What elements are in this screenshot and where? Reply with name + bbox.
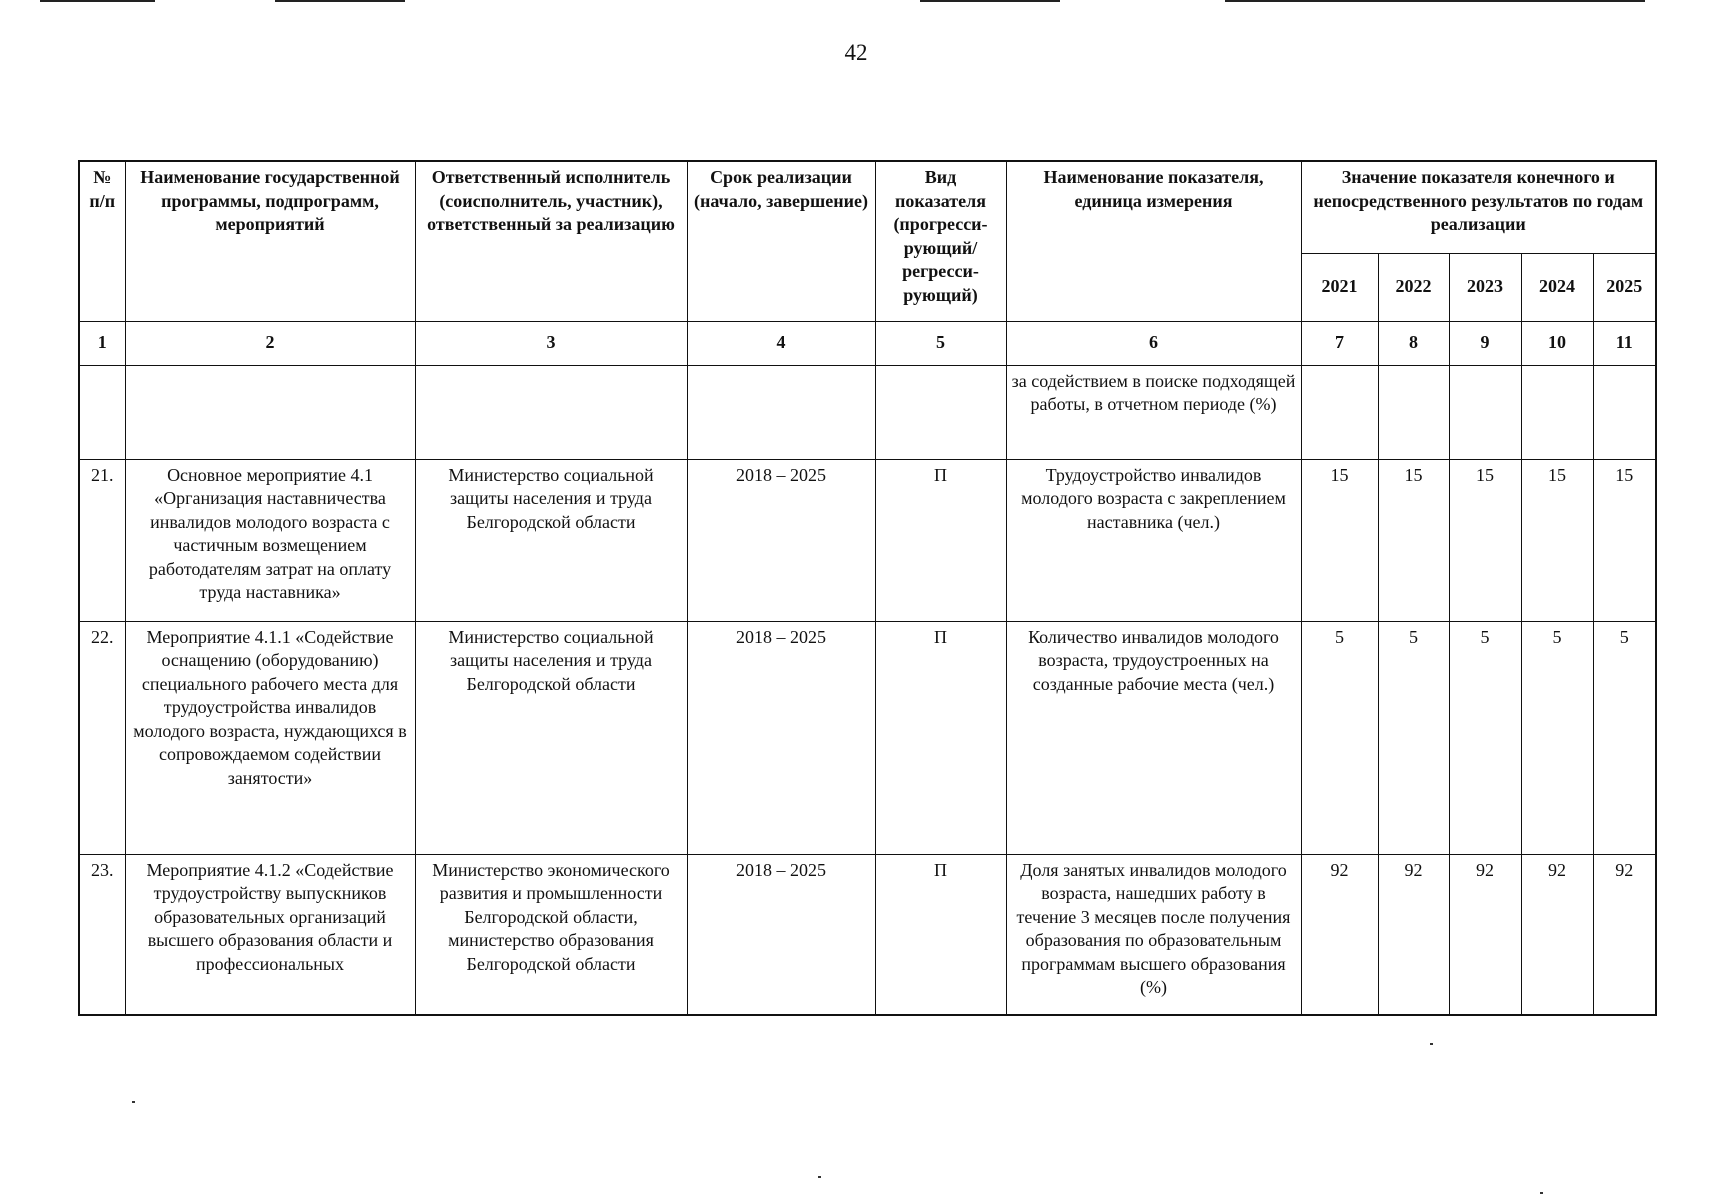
cell-executor: Министерство экономического развития и промышленности Белгородской области, министерство образования Белгородской области: [415, 854, 687, 1015]
cell-empty: [125, 365, 415, 459]
scan-edge-line: [920, 0, 1060, 2]
cell-type: П: [875, 854, 1006, 1015]
header-indicator-name: Наименование показателя, единица измерения: [1006, 161, 1301, 321]
table-row: [79, 854, 1656, 1015]
header-year: 2025: [1593, 253, 1656, 321]
scan-edge-line: [1225, 0, 1645, 2]
column-number: 2: [125, 321, 415, 365]
cell-value: 92: [1378, 854, 1449, 1015]
cell-empty: [1593, 365, 1656, 459]
scan-speck: [1430, 1043, 1433, 1045]
table-row: [79, 621, 1656, 854]
column-number: 1: [79, 321, 125, 365]
header-year: 2023: [1449, 253, 1521, 321]
cell-value: 92: [1449, 854, 1521, 1015]
header-period: Срок реализации (начало, завершение): [687, 161, 875, 321]
cell-indicator: Доля занятых инвалидов молодого возраста, нашедших работу в течение 3 месяцев после получения образования по образовательным программам высшего образования (%): [1006, 854, 1301, 1015]
header-num: № п/п: [79, 161, 125, 321]
column-number: 6: [1006, 321, 1301, 365]
program-table: [78, 160, 1657, 1016]
cell-empty: [1301, 365, 1378, 459]
scan-edge-line: [275, 0, 405, 2]
scan-speck: [818, 1176, 821, 1178]
scan-edge-line: [40, 0, 155, 2]
column-number: 5: [875, 321, 1006, 365]
header-indicator-type: Вид показателя (прогресси-рующий/ регресси-рующий): [875, 161, 1006, 321]
cell-name: Мероприятие 4.1.2 «Содействие трудоустройству выпускников образовательных организаций высшего образования области и профессиональных: [125, 854, 415, 1015]
cell-period: 2018 – 2025: [687, 459, 875, 621]
cell-empty: [875, 365, 1006, 459]
cell-empty: [1449, 365, 1521, 459]
cell-empty: [687, 365, 875, 459]
cell-value: 5: [1593, 621, 1656, 854]
cell-value: 15: [1301, 459, 1378, 621]
cell-value: 5: [1301, 621, 1378, 854]
cell-type: П: [875, 621, 1006, 854]
header-row: [79, 161, 1656, 253]
header-values-group: Значение показателя конечного и непосредственного результатов по годам реализации: [1301, 161, 1656, 253]
column-number: 3: [415, 321, 687, 365]
cell-value: 5: [1378, 621, 1449, 854]
cell-value: 92: [1521, 854, 1593, 1015]
cell-value: 15: [1593, 459, 1656, 621]
cell-value: 92: [1301, 854, 1378, 1015]
header-year: 2021: [1301, 253, 1378, 321]
column-numbers-row: [79, 321, 1656, 365]
cell-type: П: [875, 459, 1006, 621]
cell-num: 22.: [79, 621, 125, 854]
cell-empty: [415, 365, 687, 459]
header-year: 2022: [1378, 253, 1449, 321]
cell-value: 5: [1449, 621, 1521, 854]
cell-indicator: Трудоустройство инвалидов молодого возраста с закреплением наставника (чел.): [1006, 459, 1301, 621]
column-number: 11: [1593, 321, 1656, 365]
column-number: 9: [1449, 321, 1521, 365]
page-number: 42: [844, 40, 868, 65]
cell-num: 21.: [79, 459, 125, 621]
cell-executor: Министерство социальной защиты населения и труда Белгородской области: [415, 459, 687, 621]
cell-num: 23.: [79, 854, 125, 1015]
cell-period: 2018 – 2025: [687, 621, 875, 854]
cell-value: 15: [1378, 459, 1449, 621]
scan-speck: [132, 1101, 135, 1103]
cell-name: Мероприятие 4.1.1 «Содействие оснащению (оборудованию) специального рабочего места для трудоустройства инвалидов молодого возраста, нуждающихся в сопровождаемом содействии занятости»: [125, 621, 415, 854]
column-number: 10: [1521, 321, 1593, 365]
cell-empty: [1378, 365, 1449, 459]
cell-indicator: Количество инвалидов молодого возраста, трудоустроенных на созданные рабочие места (чел.): [1006, 621, 1301, 854]
cell-value: 5: [1521, 621, 1593, 854]
header-name: Наименование государственной программы, подпрограмм, мероприятий: [125, 161, 415, 321]
cell-empty: [1521, 365, 1593, 459]
cell-period: 2018 – 2025: [687, 854, 875, 1015]
header-year: 2024: [1521, 253, 1593, 321]
table-row: [79, 459, 1656, 621]
scan-speck: [1540, 1192, 1543, 1194]
cell-value: 15: [1449, 459, 1521, 621]
column-number: 4: [687, 321, 875, 365]
cell-value: 15: [1521, 459, 1593, 621]
cell-name: Основное мероприятие 4.1 «Организация наставничества инвалидов молодого возраста с частичным возмещением работодателям затрат на оплату труда наставника»: [125, 459, 415, 621]
cell-indicator: за содействием в поиске подходящей работы, в отчетном периоде (%): [1006, 365, 1301, 459]
cell-empty: [79, 365, 125, 459]
table-row-continuation: [79, 365, 1656, 459]
cell-executor: Министерство социальной защиты населения и труда Белгородской области: [415, 621, 687, 854]
column-number: 7: [1301, 321, 1378, 365]
header-executor: Ответственный исполнитель (соисполнитель, участник), ответственный за реализацию: [415, 161, 687, 321]
cell-value: 92: [1593, 854, 1656, 1015]
column-number: 8: [1378, 321, 1449, 365]
